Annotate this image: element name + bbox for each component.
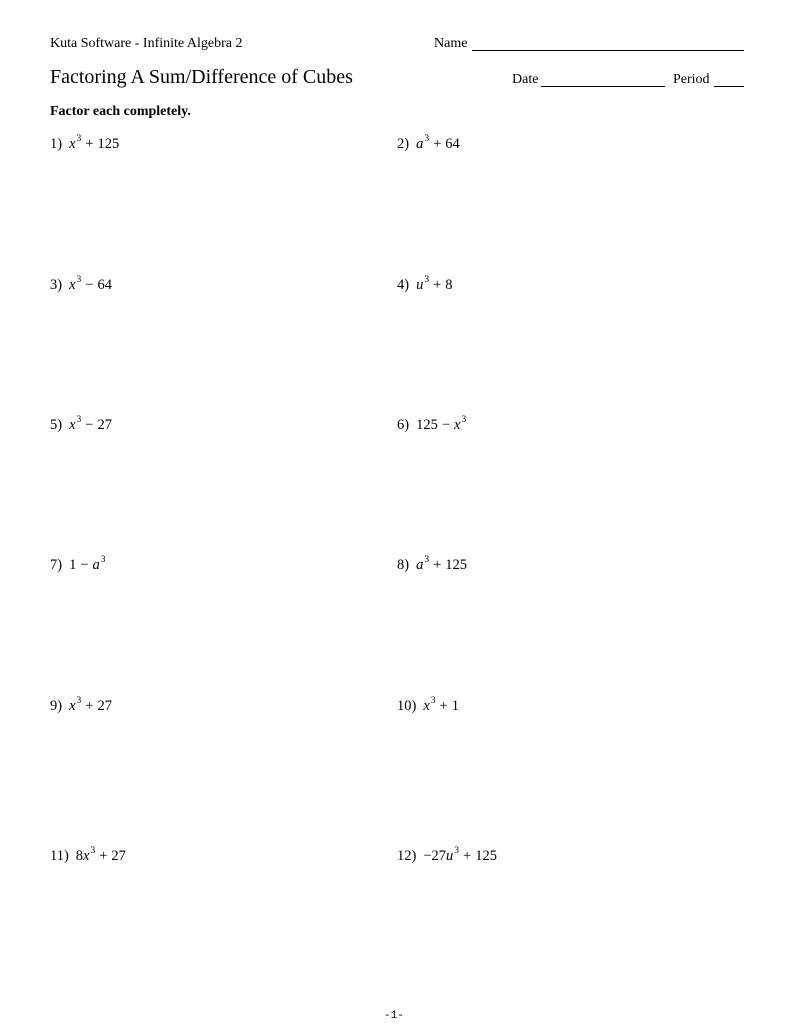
problem-exponent: 3 bbox=[76, 275, 82, 286]
problem-exponent: 3 bbox=[430, 696, 436, 707]
problem-constant: 27 bbox=[97, 698, 112, 714]
problem-12 bbox=[397, 848, 497, 865]
problem-exponent: 3 bbox=[100, 555, 106, 566]
problem-11 bbox=[50, 848, 126, 865]
problem-constant: 125 bbox=[416, 417, 438, 433]
problem-8 bbox=[397, 557, 467, 574]
problem-number: 9) bbox=[50, 698, 63, 714]
problem-number: 4) bbox=[397, 277, 410, 293]
problem-operator: + bbox=[433, 136, 442, 152]
problem-variable: x bbox=[69, 277, 76, 293]
problem-variable: x bbox=[69, 698, 76, 714]
problem-operator: − bbox=[441, 417, 451, 433]
problem-exponent: 3 bbox=[461, 415, 467, 426]
problem-exponent: 3 bbox=[76, 696, 82, 707]
problem-constant: 1 bbox=[451, 698, 459, 714]
problem-number: 11) bbox=[50, 848, 69, 864]
problem-variable: a bbox=[92, 557, 100, 573]
problem-variable: a bbox=[416, 557, 424, 573]
problem-exponent: 3 bbox=[424, 555, 430, 566]
date-label: Date bbox=[512, 72, 539, 87]
problem-exponent: 3 bbox=[454, 846, 460, 857]
problem-operator: + bbox=[433, 277, 442, 293]
instructions-text: Factor each completely. bbox=[50, 104, 191, 119]
problem-number: 3) bbox=[50, 277, 63, 293]
problem-exponent: 3 bbox=[90, 846, 96, 857]
problem-exponent: 3 bbox=[424, 134, 430, 145]
problem-variable: x bbox=[69, 136, 76, 152]
problem-variable: a bbox=[416, 136, 424, 152]
problem-number: 8) bbox=[397, 557, 410, 573]
problem-3 bbox=[50, 277, 112, 294]
page-number: -1- bbox=[384, 1010, 404, 1022]
problem-operator: − bbox=[85, 417, 94, 433]
problem-constant: 27 bbox=[111, 848, 126, 864]
problem-5 bbox=[50, 417, 112, 434]
problem-1 bbox=[50, 136, 119, 153]
name-field-line[interactable] bbox=[472, 50, 744, 51]
problem-constant: 27 bbox=[97, 417, 112, 433]
problem-exponent: 3 bbox=[424, 275, 430, 286]
problem-operator: − bbox=[80, 557, 89, 573]
problem-operator: + bbox=[463, 848, 472, 864]
name-label: Name bbox=[434, 36, 468, 51]
problem-operator: − bbox=[85, 277, 94, 293]
problem-10 bbox=[397, 698, 459, 715]
publisher-label: Kuta Software - Infinite Algebra 2 bbox=[50, 36, 243, 51]
problem-exponent: 3 bbox=[76, 415, 82, 426]
problem-coefficient: −27 bbox=[423, 848, 447, 864]
date-field-line[interactable] bbox=[541, 86, 665, 87]
problem-coefficient: 8 bbox=[75, 848, 84, 864]
problem-number: 6) bbox=[397, 417, 410, 433]
period-field-line[interactable] bbox=[714, 86, 744, 87]
worksheet-title: Factoring A Sum/Difference of Cubes bbox=[50, 66, 353, 88]
problem-operator: + bbox=[85, 698, 94, 714]
problem-constant: 64 bbox=[445, 136, 460, 152]
period-label: Period bbox=[673, 72, 710, 87]
problem-number: 2) bbox=[397, 136, 410, 152]
problem-operator: + bbox=[85, 136, 94, 152]
problem-number: 1) bbox=[50, 136, 63, 152]
problem-constant: 8 bbox=[445, 277, 453, 293]
problem-variable: x bbox=[454, 417, 461, 433]
problem-operator: + bbox=[433, 557, 442, 573]
problem-2 bbox=[397, 136, 460, 153]
problem-4 bbox=[397, 277, 453, 294]
problem-operator: + bbox=[439, 698, 448, 714]
problem-constant: 125 bbox=[475, 848, 497, 864]
problem-variable: x bbox=[69, 417, 76, 433]
problem-number: 10) bbox=[397, 698, 417, 714]
problem-variable: u bbox=[416, 277, 424, 293]
problem-variable: x bbox=[83, 848, 90, 864]
problem-variable: x bbox=[423, 698, 430, 714]
problem-number: 7) bbox=[50, 557, 63, 573]
problem-constant: 125 bbox=[97, 136, 120, 152]
problem-constant: 64 bbox=[97, 277, 112, 293]
problem-variable: u bbox=[446, 848, 454, 864]
problem-6 bbox=[397, 417, 466, 434]
problem-exponent: 3 bbox=[76, 134, 82, 145]
problem-number: 12) bbox=[397, 848, 417, 864]
problem-9 bbox=[50, 698, 112, 715]
problem-7 bbox=[50, 557, 106, 574]
problem-operator: + bbox=[99, 848, 108, 864]
problem-constant: 125 bbox=[445, 557, 468, 573]
problem-number: 5) bbox=[50, 417, 63, 433]
problem-constant: 1 bbox=[69, 557, 77, 573]
